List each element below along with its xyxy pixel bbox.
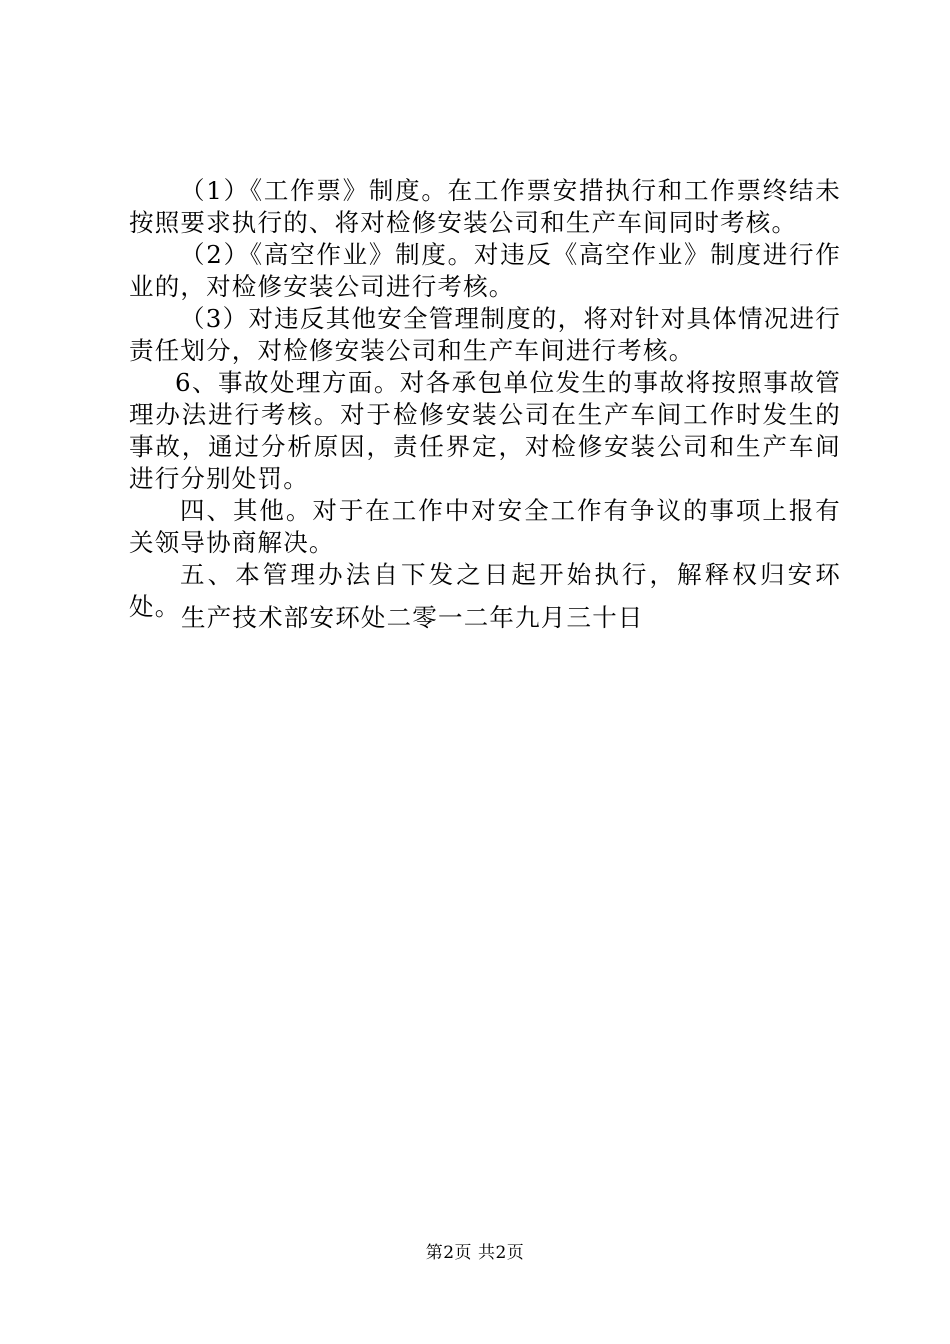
paragraph-other-safety-rules: （3）对违反其他安全管理制度的，将对针对具体情况进行责任划分，对检修安装公司和生产车间进行考核。: [129, 304, 841, 365]
paragraph-other-matters: 四、其他。对于在工作中对安全工作有争议的事项上报有关领导协商解决。: [129, 496, 841, 557]
page-number-footer: 第2页 共2页: [425, 1243, 525, 1263]
signature-line: 生产技术部安环处二零一二年九月三十日: [181, 603, 644, 632]
paragraph-high-altitude-work: （2）《高空作业》制度。对违反《高空作业》制度进行作业的，对检修安装公司进行考核。: [129, 240, 841, 301]
paragraph-effective-date: 五、本管理办法自下发之日起开始执行，解释权归安环处。: [129, 560, 841, 621]
paragraph-accident-handling: 6、事故处理方面。对各承包单位发生的事故将按照事故管理办法进行考核。对于检修安装公司在生产车间工作时发生的事故，通过分析原因，责任界定，对检修安装公司和生产车间进行分别处罚。: [129, 368, 841, 493]
document-body: [129, 175, 841, 623]
paragraph-work-ticket: （1）《工作票》制度。在工作票安措执行和工作票终结未按照要求执行的、将对检修安装公司和生产车间同时考核。: [129, 176, 841, 237]
